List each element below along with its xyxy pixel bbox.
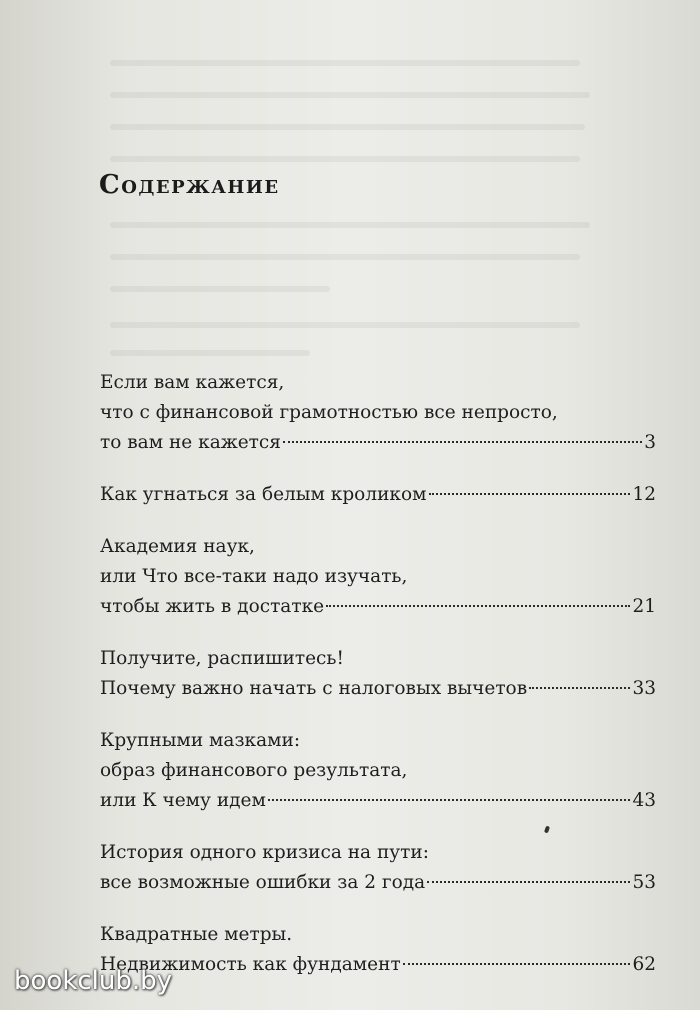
toc-entry-final-line <box>100 674 656 704</box>
toc-entry-final-line <box>100 480 656 510</box>
toc-entry-title-end: или К чему идем <box>100 790 266 811</box>
toc-entry <box>100 368 656 458</box>
toc-entry-line: Получите, распишитесь! <box>100 648 344 669</box>
dot-leader <box>427 881 630 883</box>
toc-entry-title-end: то вам не кажется <box>100 432 281 453</box>
toc-entry <box>100 480 656 510</box>
toc-entry <box>100 726 656 816</box>
page-number: 33 <box>632 678 656 699</box>
page-number: 62 <box>632 954 656 975</box>
page-number: 12 <box>632 484 656 505</box>
toc-entry-final-line <box>100 868 656 898</box>
dot-leader <box>268 799 631 801</box>
toc-entry-final-line <box>100 950 656 980</box>
bleed-through-line <box>110 222 590 228</box>
dot-leader <box>429 493 631 495</box>
toc-entry-title-end: Недвижимость как фундамент <box>100 954 401 975</box>
toc-entry-line: Академия наук, <box>100 536 255 557</box>
toc-entry-line: Квадратные метры. <box>100 924 293 945</box>
page-number: 3 <box>644 432 656 453</box>
toc-entry <box>100 644 656 704</box>
toc-entry-title-end: Почему важно начать с налоговых вычетов <box>100 678 528 699</box>
table-of-contents <box>100 368 656 1002</box>
toc-entry-final-line <box>100 428 656 458</box>
bleed-through-line <box>110 60 580 66</box>
toc-entry-final-line <box>100 592 656 622</box>
bleed-through-line <box>110 254 580 260</box>
toc-entry <box>100 920 656 980</box>
page-number: 53 <box>632 872 656 893</box>
bleed-through-line <box>110 124 585 130</box>
toc-entry-line: История одного кризиса на пути: <box>100 842 429 863</box>
toc-entry-line: что с финансовой грамотностью все непросто, <box>100 402 558 423</box>
page-title: Содержание <box>99 170 280 200</box>
bleed-through-line <box>110 350 310 356</box>
page-number: 43 <box>632 790 656 811</box>
dot-leader <box>283 441 642 443</box>
bleed-through-line <box>110 322 580 328</box>
bleed-through-line <box>110 286 330 292</box>
toc-entry-title-end: Как угнаться за белым кроликом <box>100 484 427 505</box>
toc-entry-line: Если вам кажется, <box>100 372 285 393</box>
toc-entry-line: или Что все-таки надо изучать, <box>100 566 408 587</box>
toc-entry <box>100 532 656 622</box>
toc-entry <box>100 838 656 898</box>
watermark-text: bookclub.by <box>14 966 173 996</box>
toc-entry-line: Крупными мазками: <box>100 730 301 751</box>
page-number: 21 <box>632 596 656 617</box>
bleed-through-line <box>110 156 580 162</box>
toc-entry-title-end: все возможные ошибки за 2 года <box>100 872 426 893</box>
dot-leader <box>529 687 630 689</box>
toc-entry-title-end: чтобы жить в достатке <box>100 596 325 617</box>
toc-entry-final-line <box>100 786 656 816</box>
dot-leader <box>403 963 631 965</box>
dot-leader <box>326 605 630 607</box>
bleed-through-line <box>110 92 590 98</box>
toc-entry-line: образ финансового результата, <box>100 760 408 781</box>
